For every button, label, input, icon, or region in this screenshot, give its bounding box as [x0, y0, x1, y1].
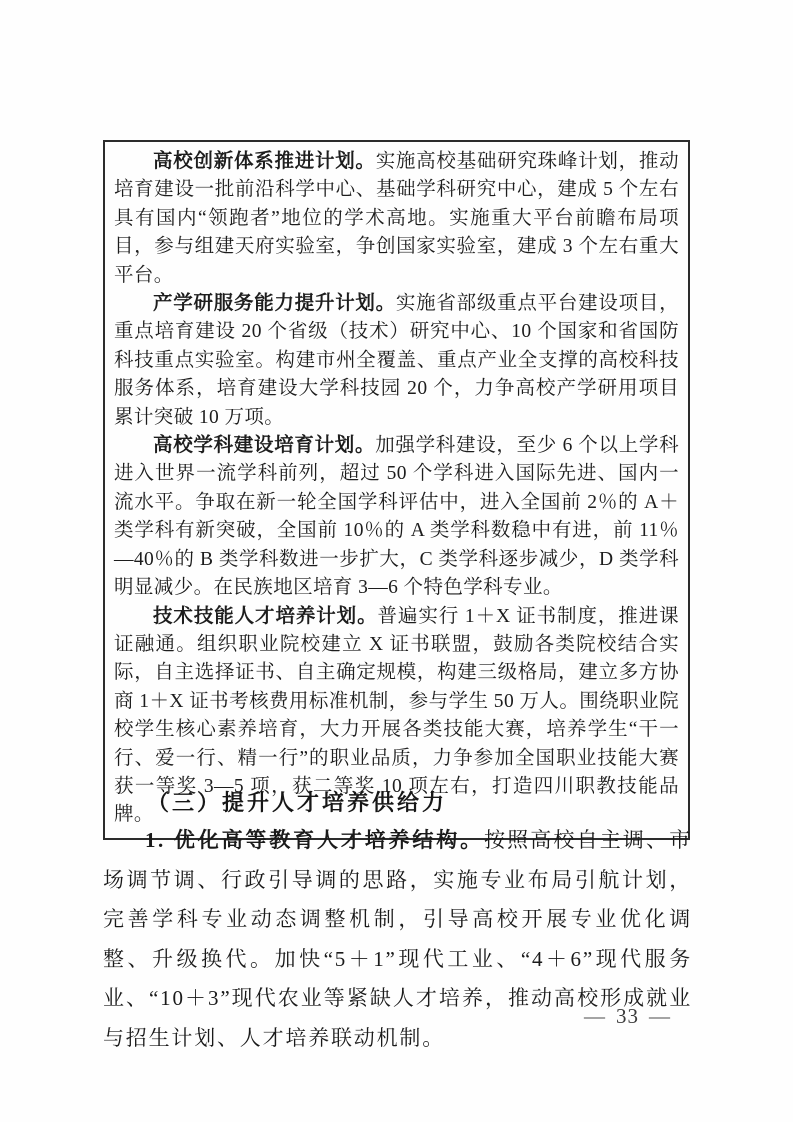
page-number-right-dash: — [649, 1004, 671, 1028]
paragraph-industry-research-service-plan [114, 290, 679, 432]
page-number-left-dash: — [584, 1004, 606, 1028]
paragraph-body-innovation-system-plan: 实施高校基础研究珠峰计划，推动培育建设一批前沿科学中心、基础学科研究中心，建成 5 个左右具有国内“领跑者”地位的学术高地。实施重大平台前瞻布局项目，参与组建天府实验室，争创国家实验室，建成 3 个左右重大平台。 [114, 151, 679, 286]
paragraph-lead-innovation-system-plan: 高校创新体系推进计划。 [153, 151, 376, 172]
paragraph-body-technical-talent-plan: 普遍实行 1＋X 证书制度，推进课证融通。组织职业院校建立 X 证书联盟，鼓励各类院校结合实际，自主选择证书、自主确定规模，构建三级格局，建立多方协商 1＋X 证书考核费用标准机制，参与学生 50 万人。围绕职业院校学生核心素养培育，大力开展各类技能大赛，培养学生“干一行、爱一行、精一行”的职业品质，力争参加全国职业技能大赛获一等奖 3—5 项，获二等奖 10 项左右，打造四川职教技能品牌。 [114, 605, 679, 826]
paragraph-body-discipline-construction-plan: 加强学科建设，至少 6 个以上学科进入世界一流学科前列，超过 50 个学科进入国际先进、国内一流水平。争取在新一轮全国学科评估中，进入全国前 2％的 A＋类学科有新突破，全国前 10％的 A 类学科数稳中有进，前 11％—40％的 B 类学科数进一步扩大，C 类学科逐步减少，D 类学科明显减少。在民族地区培育 3—6 个特色学科专业。 [114, 435, 679, 599]
page-number-footer [574, 1004, 681, 1029]
page-number: 33 [616, 1004, 639, 1028]
paragraph-lead-technical-talent-plan: 技术技能人才培养计划。 [153, 605, 378, 627]
paragraph-lead-discipline-construction-plan: 高校学科建设培育计划。 [153, 435, 376, 457]
paragraph-discipline-construction-plan [114, 432, 679, 602]
policy-plans-framed-box [103, 140, 690, 840]
paragraph-body-optimize-talent-structure: 按照高校自主调、市场调节调、行政引导调的思路，实施专业布局引航计划，完善学科专业动态调整机制，引导高校开展专业优化调整、升级换代。加快“5＋1”现代工业、“4＋6”现代服务业、“10＋3”现代农业等紧缺人才培养，推动高校形成就业与招生计划、人才培养联动机制。 [103, 828, 693, 1050]
paragraph-lead-industry-research-service-plan: 产学研服务能力提升计划。 [153, 293, 396, 315]
section-heading-talent-supply: （三）提升人才培养供给力 [147, 790, 448, 815]
paragraph-lead-optimize-talent-structure: 1. 优化高等教育人才培养结构。 [145, 828, 484, 852]
paragraph-innovation-system-plan [114, 148, 679, 290]
paragraph-body-industry-research-service-plan: 实施省部级重点平台建设项目，重点培育建设 20 个省级（技术）研究中心、10 个国家和省国防科技重点实验室。构建市州全覆盖、重点产业全支撑的高校科技服务体系，培育建设大学科技园 20 个，力争高校产学研用项目累计突破 10 万项。 [114, 293, 679, 428]
